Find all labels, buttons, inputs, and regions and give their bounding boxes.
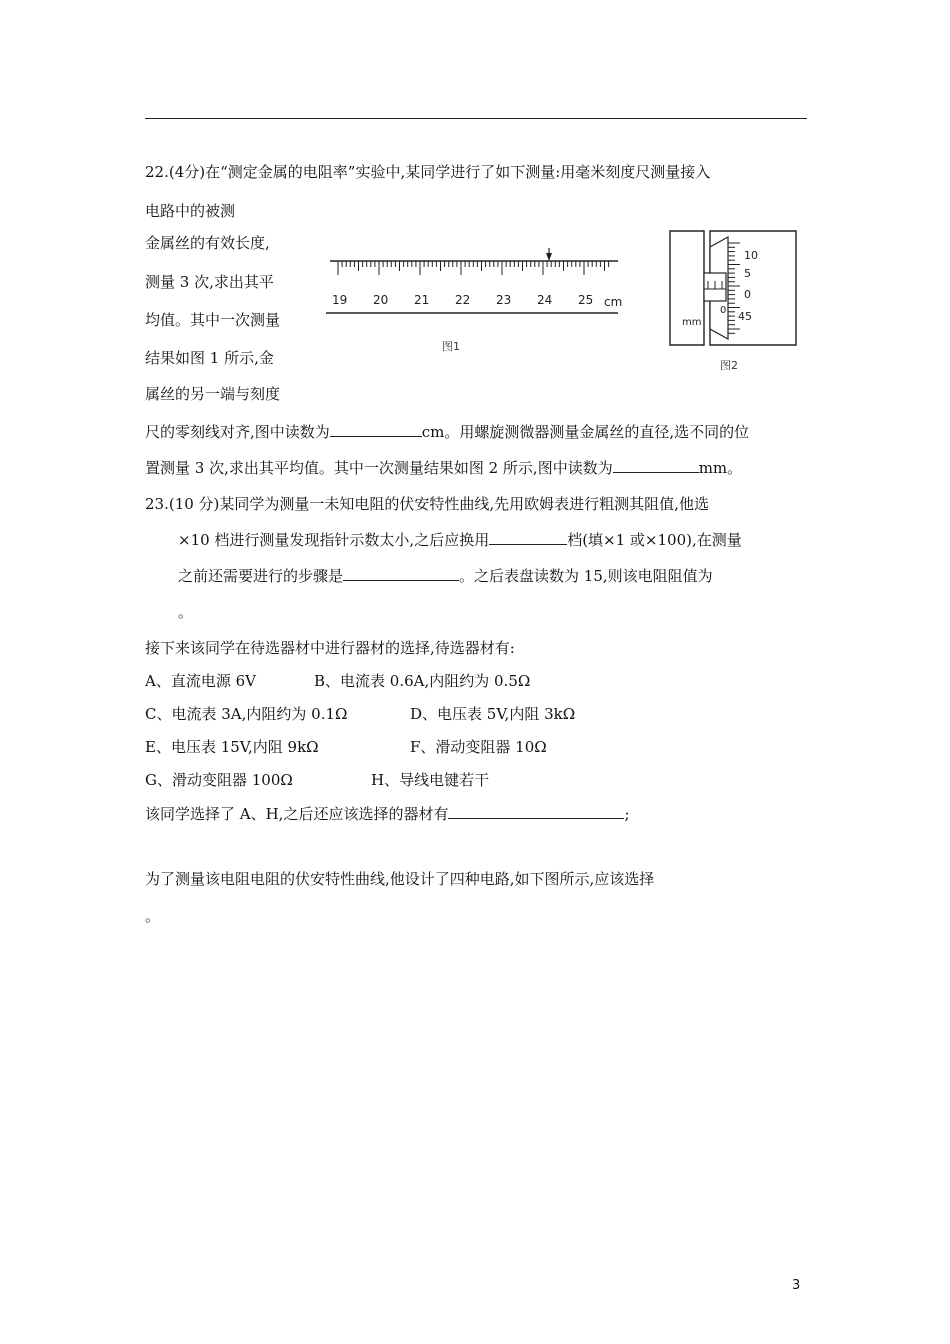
range-answer-blank[interactable] bbox=[489, 530, 567, 545]
circuit-question-end: 。 bbox=[145, 907, 161, 925]
mm-unit-label: mm bbox=[682, 317, 702, 328]
figure-2-caption: 图2 bbox=[720, 359, 738, 372]
item-f: F、滑动变阻器 10Ω bbox=[410, 738, 547, 756]
q22-line4-text: 置测量 3 次,求出其平均值。其中一次测量结果如图 2 所示,图中读数为 bbox=[145, 459, 613, 477]
item-d: D、电压表 5V,内阻 3kΩ bbox=[410, 705, 576, 723]
q22-side-5: 属丝的另一端与刻度 bbox=[145, 385, 281, 403]
q23-line1: 23.(10 分)某同学为测量一未知电阻的伏安特性曲线,先用欧姆表进行粗测其阻值,他选 bbox=[145, 495, 709, 513]
q22-side-4: 结果如图 1 所示,金 bbox=[145, 349, 274, 367]
q23-line2-tail: 档(填×1 或×100),在测量 bbox=[567, 531, 742, 549]
micrometer-svg bbox=[668, 227, 798, 377]
ruler-tick-label: 24 bbox=[537, 293, 553, 307]
ruler-tick-label: 21 bbox=[414, 293, 430, 307]
q22-side-3: 均值。其中一次测量 bbox=[145, 311, 281, 329]
thimble-label-0: 0 bbox=[744, 288, 751, 301]
q22-side-1: 金属丝的有效长度, bbox=[145, 234, 270, 252]
ruler-tick-label: 25 bbox=[578, 293, 594, 307]
ruler-tick-label: 19 bbox=[332, 293, 348, 307]
q23-line2-text: ×10 档进行测量发现指针示数太小,之后应换用 bbox=[178, 531, 490, 549]
diameter-answer-blank[interactable] bbox=[613, 458, 699, 473]
ruler-tick-label: 22 bbox=[455, 293, 471, 307]
ruler-unit-label: cm bbox=[604, 295, 623, 309]
sleeve-zero-label: 0 bbox=[720, 305, 727, 316]
q22-line1: 22.(4分)在“测定金属的电阻率”实验中,某同学进行了如下测量:用毫米刻度尺测量接入 bbox=[145, 163, 711, 181]
q22-line3-text: 尺的零刻线对齐,图中读数为 bbox=[145, 423, 330, 441]
equipment-selection-text: 该同学选择了 A、H,之后还应该选择的器材有 bbox=[145, 805, 449, 823]
q22-line4-tail: mm。 bbox=[698, 459, 743, 477]
equipment-answer-blank[interactable] bbox=[448, 804, 624, 819]
q23-line3 bbox=[178, 566, 713, 586]
step-answer-blank[interactable] bbox=[343, 566, 459, 581]
item-a: A、直流电源 6V bbox=[145, 672, 256, 690]
q22-line3 bbox=[145, 422, 749, 442]
equipment-selection bbox=[145, 804, 630, 824]
q22-line2: 电路中的被测 bbox=[145, 202, 236, 220]
page-number: 3 bbox=[792, 1278, 801, 1293]
q23-line3-tail: 。之后表盘读数为 15,则该电阻阻值为 bbox=[459, 567, 713, 585]
equipment-intro: 接下来该同学在待选器材中进行器材的选择,待选器材有: bbox=[145, 639, 515, 657]
item-h: H、导线电键若干 bbox=[371, 771, 490, 789]
figure-1-ruler bbox=[320, 246, 628, 356]
figure-2-micrometer bbox=[668, 227, 798, 377]
thimble-label-10: 10 bbox=[744, 249, 758, 262]
item-b: B、电流表 0.6A,内阻约为 0.5Ω bbox=[314, 672, 531, 690]
q23-line2 bbox=[178, 530, 742, 550]
q22-line4 bbox=[145, 458, 742, 478]
thimble-label-45: 45 bbox=[738, 310, 752, 323]
thimble-label-5: 5 bbox=[744, 267, 751, 280]
ruler-tick-label: 20 bbox=[373, 293, 389, 307]
ruler-svg bbox=[320, 246, 628, 356]
q22-line3-tail: cm。用螺旋测微器测量金属丝的直径,选不同的位 bbox=[421, 423, 750, 441]
item-g: G、滑动变阻器 100Ω bbox=[145, 771, 293, 789]
figure-1-caption: 图1 bbox=[442, 340, 460, 353]
item-e: E、电压表 15V,内阻 9kΩ bbox=[145, 738, 319, 756]
ruler-tick-label: 23 bbox=[496, 293, 512, 307]
header-rule bbox=[145, 118, 807, 119]
q23-line4: 。 bbox=[178, 603, 194, 621]
equipment-selection-tail: ; bbox=[624, 805, 630, 823]
wire-end-marker bbox=[546, 253, 552, 261]
circuit-question: 为了测量该电阻电阻的伏安特性曲线,他设计了四种电路,如下图所示,应该选择 bbox=[145, 870, 655, 888]
q22-side-2: 测量 3 次,求出其平 bbox=[145, 273, 274, 291]
item-c: C、电流表 3A,内阻约为 0.1Ω bbox=[145, 705, 348, 723]
q23-line3-text: 之前还需要进行的步骤是 bbox=[178, 567, 344, 585]
length-answer-blank[interactable] bbox=[330, 422, 422, 437]
